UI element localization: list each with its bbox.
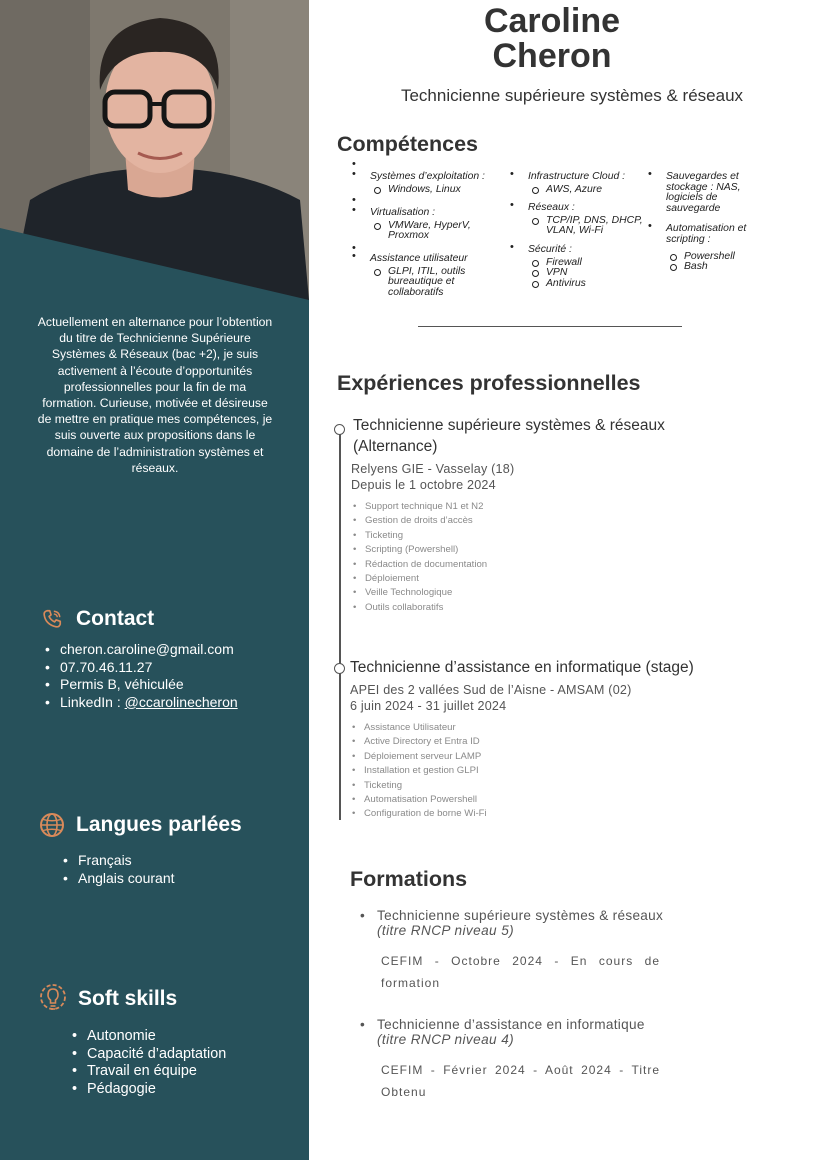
job-title: Technicienne supérieure systèmes & réseaux (400, 86, 744, 105)
language-item: • Français (78, 852, 175, 870)
languages-title: Langues parlées (76, 813, 242, 836)
skills-title: Compétences (337, 132, 478, 156)
soft-skills-heading (34, 980, 177, 1018)
languages-list (78, 852, 175, 887)
contact-license: • Permis B, véhiculée (60, 676, 238, 694)
task-item: • Assistance Utilisateur (352, 721, 487, 735)
contact-phone[interactable]: • 07.70.46.11.27 (60, 659, 238, 677)
education-2-level: (titre RNCP niveau 4) (377, 1032, 515, 1047)
skill-support: • Assistance utilisateur (336, 254, 516, 265)
skill-security-item: Antivirus (494, 279, 664, 290)
task-item: • Installation et gestion GLPI (352, 764, 487, 778)
sidebar (0, 0, 309, 1160)
experience-title: Expériences professionnelles (337, 371, 641, 395)
job-1-dates: Depuis le 1 octobre 2024 (351, 478, 496, 492)
job-1-tasks (353, 500, 487, 615)
linkedin-link[interactable]: @ccarolinecheron (124, 693, 238, 710)
task-item: • Active Directory et Entra ID (352, 735, 487, 749)
skill-virt-item: VMWare, HyperV, Proxmox (336, 221, 474, 242)
task-item: • Support technique N1 et N2 (353, 500, 487, 514)
skill-network-item: TCP/IP, DNS, DHCP, VLAN, Wi-Fi (494, 216, 652, 237)
timeline-dot (334, 424, 345, 435)
skill-support-item: GLPI, ITIL, outils bureautique et collaboratifs (336, 267, 476, 299)
soft-skill-item: • Travail en équipe (87, 1063, 226, 1081)
education-2-title: • Technicienne d’assistance en informatique (360, 1017, 760, 1032)
education-item-1 (360, 908, 760, 994)
skill-os: • Systèmes d’exploitation : (336, 172, 516, 183)
task-item: • Ticketing (353, 529, 487, 543)
soft-skill-item: • Autonomie (87, 1028, 226, 1046)
skill-backup: • Sauvegardes et stockage : NAS, logiciels de sauvegarde (632, 172, 754, 214)
profile-photo (0, 0, 309, 300)
education-item-2 (360, 1017, 760, 1103)
skill-os-item: Windows, Linux (336, 185, 516, 196)
education-2-org: CEFIM - Février 2024 - Août 2024 - Titre Obtenu (381, 1063, 660, 1099)
languages-heading (38, 811, 242, 839)
skill-bullet (336, 195, 516, 204)
contact-list (60, 641, 238, 711)
task-item: • Rédaction de documentation (353, 558, 487, 572)
task-item: • Ticketing (352, 779, 487, 793)
contact-email[interactable]: • cheron.caroline@gmail.com (60, 641, 238, 659)
job-2-tasks (352, 721, 487, 822)
skill-automation-item: Powershell (632, 252, 772, 263)
skill-security-item: VPN (494, 268, 664, 279)
soft-skill-item: • Pédagogie (87, 1081, 226, 1099)
soft-skill-item: • Capacité d’adaptation (87, 1046, 226, 1064)
phone-icon (38, 605, 66, 633)
lightbulb-gear-icon (34, 980, 72, 1018)
soft-skills-list (87, 1028, 226, 1098)
job-1-title: Technicienne supérieure systèmes & réseaux (Alternance) (353, 417, 665, 455)
job-2-dates: 6 juin 2024 - 31 juillet 2024 (350, 699, 507, 713)
language-item: • Anglais courant (78, 870, 175, 888)
job-2-title: Technicienne d’assistance en informatique (stage) (350, 659, 694, 676)
last-name: Cheron (492, 37, 612, 75)
education-1-org: CEFIM - Octobre 2024 - En cours de formation (381, 954, 660, 990)
timeline-dot (334, 663, 345, 674)
timeline-line (339, 430, 341, 820)
soft-skills-title: Soft skills (78, 987, 178, 1010)
section-divider (418, 326, 682, 327)
skill-cloud: • Infrastructure Cloud : (494, 172, 664, 183)
education-title: Formations (350, 867, 468, 891)
contact-heading (38, 605, 154, 633)
first-name: Caroline (483, 2, 621, 40)
skill-cloud-item: AWS, Azure (494, 185, 664, 196)
intro-text: Actuellement en alternance pour l’obtention du titre de Technicienne Supérieure Systèmes & Réseaux (bac +2), je suis activement à l’écoute d’opportunités professionnelles pour la fin de ma formation. Curieuse, motivée et désireuse de mettre en pratique mes compétences, je suis ouverte aux propositions dans le domaine de l’administration systèmes et réseaux. (37, 315, 273, 475)
skill-security-item: Firewall (494, 258, 664, 269)
education-1-title: • Technicienne supérieure systèmes & réseaux (360, 908, 760, 923)
task-item: • Automatisation Powershell (352, 793, 487, 807)
task-item: • Déploiement serveur LAMP (352, 750, 487, 764)
linkedin-label: LinkedIn : (60, 693, 125, 710)
skill-automation: • Automatisation et scripting : (632, 224, 757, 245)
education-1-level: (titre RNCP niveau 5) (377, 923, 515, 938)
skill-automation-item: Bash (632, 262, 772, 273)
task-item: • Scripting (Powershell) (353, 543, 487, 557)
full-name (400, 4, 704, 74)
skill-virt: • Virtualisation : (336, 208, 516, 219)
job-1-company: Relyens GIE - Vasselay (18) (351, 462, 515, 476)
contact-title: Contact (76, 607, 155, 630)
task-item: • Gestion de droits d’accès (353, 514, 487, 528)
task-item: • Outils collaboratifs (353, 601, 487, 615)
contact-linkedin (60, 694, 238, 712)
task-item: • Déploiement (353, 572, 487, 586)
task-item: • Configuration de borne Wi-Fi (352, 807, 487, 821)
skill-network: • Réseaux : (494, 203, 664, 214)
globe-icon (38, 811, 66, 839)
skill-security: • Sécurité : (494, 245, 664, 256)
skills-col-1 (336, 159, 516, 298)
skills-col-3 (632, 172, 772, 273)
job-2-company: APEI des 2 vallées Sud de l’Aisne - AMSAM (02) (350, 683, 632, 697)
task-item: • Veille Technologique (353, 586, 487, 600)
